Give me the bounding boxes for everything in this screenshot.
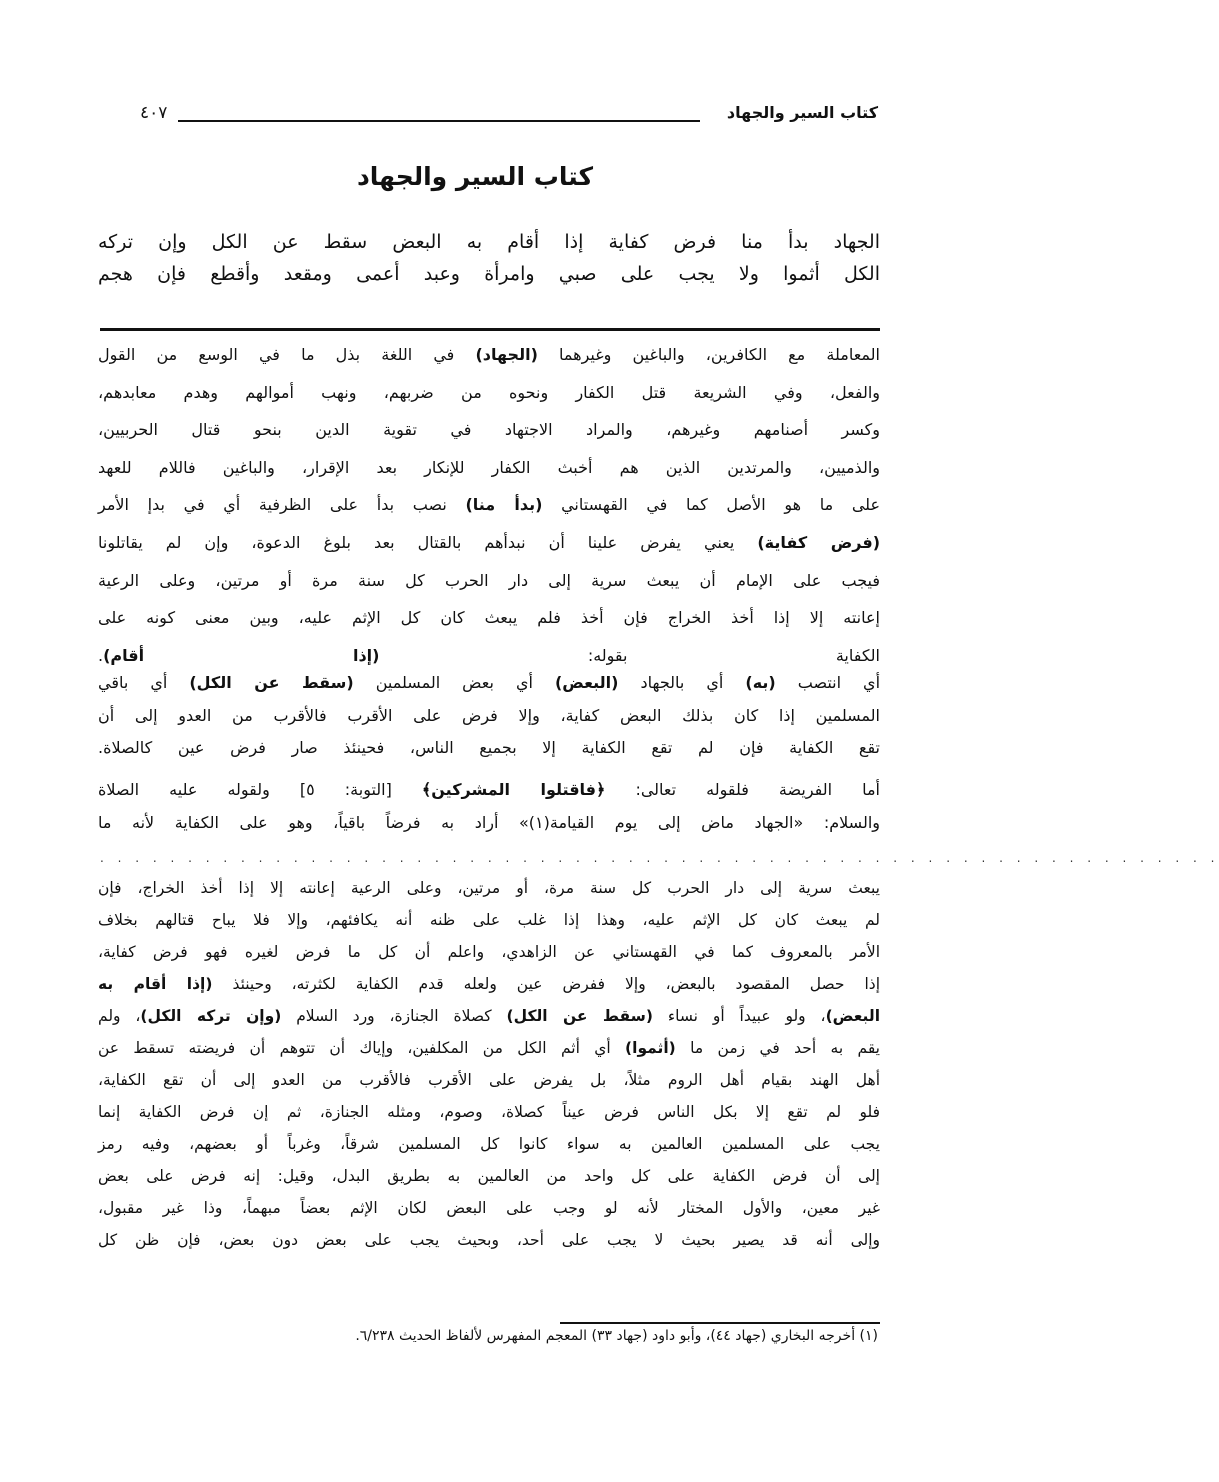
text-run: ، ولو عبيداً أو نساء (652, 1007, 826, 1025)
bold-term: البعض) (825, 1007, 881, 1025)
text-line (98, 968, 880, 1000)
running-title: كتاب السير والجهاد (726, 103, 878, 122)
text-line (98, 1000, 880, 1032)
text-run: فيجب على الإمام أن يبعث سرية إلى دار الحرب كل سنة مرة أو مرتين، وعلى الرعية (98, 570, 880, 590)
text-run: أي بالجهاد (618, 673, 746, 692)
main-text (98, 226, 880, 290)
text-line (98, 1128, 880, 1160)
text-line (98, 258, 880, 290)
text-run: أما الفريضة فلقوله تعالى: (605, 780, 881, 799)
commentary-paragraph-3 (98, 774, 880, 839)
text-run: إذا حصل المقصود بالبعض، وإلا ففرض عين ولعله قدم الكفاية لكثرته، وحينئذ (212, 975, 880, 993)
text-run: يجب على المسلمين العالمين به سواء كانوا كل المسلمين شرقاً، وغرباً أو بعضهم، وفيه رمز (98, 1135, 880, 1153)
text-run: لم يبعث كان كل الإثم عليه، وهذا إذا غلب على ظنه أنه يكافئهم، وإلا فلا يباح قتالهم بخلاف (98, 911, 880, 929)
text-line (98, 1032, 880, 1064)
bold-term: (البعض) (554, 673, 619, 692)
text-run: الجهاد بدأ منا فرض كفاية إذا أقام به البعض سقط عن الكل وإن تركه (98, 231, 880, 253)
text-line (98, 374, 880, 412)
text-run: أي أثم الكل من المكلفين، وإياك أن تتوهم أن فريضته تسقط عن (98, 1039, 626, 1057)
footnote-rule (560, 1322, 880, 1324)
text-run: والفعل، وفي الشريعة قتل الكفار ونحوه من ضربهم، ونهب أموالهم وهدم معابدهم، (98, 382, 880, 402)
text-run: فلو لم تقع إلا بكل الناس فرض عيناً كصلاة، وصوم، ومثله الجنازة، ثم إن فرض الكفاية إنما (98, 1103, 880, 1121)
text-line (98, 700, 880, 733)
bold-term: ﴿فاقتلوا المشركين﴾ (421, 780, 606, 799)
chapter-title: كتاب السير والجهاد (356, 162, 594, 191)
commentary-paragraph-1 (98, 336, 880, 674)
text-run: على ما هو الأصل كما في القهستاني (542, 495, 881, 515)
text-run: نصب بدأ على الظرفية أي في بدإ الأمر (98, 495, 466, 515)
bold-term: (وإن تركه الكل) (140, 1007, 282, 1025)
bold-term: (فرض كفاية) (757, 532, 880, 552)
text-line (98, 599, 880, 637)
text-line (98, 872, 880, 904)
text-line (98, 1064, 880, 1096)
text-line (98, 449, 880, 487)
bold-term: (سقط عن الكل) (506, 1007, 653, 1025)
bold-term: (سقط عن الكل) (189, 673, 354, 692)
text-line (98, 524, 880, 562)
text-line (98, 667, 880, 700)
text-line (98, 904, 880, 936)
text-line (98, 562, 880, 600)
text-line (98, 226, 880, 258)
bold-term: (إذا أقام) (103, 645, 380, 665)
text-line (98, 411, 880, 449)
text-run: أي بعض المسلمين (353, 673, 555, 692)
text-run: في اللغة بذل ما في الوسع من القول (98, 345, 476, 364)
text-run: المعاملة مع الكافرين، والباغين وغيرهما (537, 345, 880, 364)
header-rule (178, 120, 700, 122)
main-text-rule (100, 328, 880, 331)
footnote: (١) أخرجه البخاري (جهاد ٤٤)، وأبو داود (جهاد ٣٣) المعجم المفهرس لألفاظ الحديث ٦/٢٣٨. (355, 1328, 878, 1344)
text-run: يبعث سرية إلى دار الحرب كل سنة مرة، أو مرتين، وعلى الرعية إعانته إلا إذا أخذ الخراج، فإن (98, 879, 880, 897)
text-line (98, 1224, 880, 1256)
text-run: الكفاية بقوله: (379, 645, 880, 665)
commentary-paragraph-2 (98, 667, 880, 765)
text-line (98, 1192, 880, 1224)
text-run: إلى أن فرض الكفاية على كل واحد من العالمين به بطريق البدل، وقيل: إنه فرض على بعض (98, 1167, 880, 1185)
bold-term: (به) (745, 673, 776, 692)
text-line (98, 936, 880, 968)
text-run: والسلام: «الجهاد ماض إلى يوم القيامة(١)» أراد به فرضاً باقياً، وهو على الكفاية لأنه ما (98, 812, 880, 832)
bold-term: (إذا أقام به (98, 975, 213, 993)
text-run: أي انتصب (775, 673, 881, 692)
bold-term: (الجهاد) (475, 345, 538, 364)
text-line (98, 807, 880, 840)
text-line (98, 486, 880, 524)
text-run: إعانته إلا إذا أخذ الخراج فإن أخذ فلم يبعث كان كل الإثم عليه، وبين معنى كونه على (98, 608, 880, 628)
bold-term: (أثموا) (625, 1039, 676, 1057)
text-run: [التوبة: ٥] ولقوله عليه الصلاة (98, 780, 422, 799)
text-line (98, 1160, 880, 1192)
page-number: ٤٠٧ (140, 103, 168, 123)
text-run: غير معين، والأول المختار لأنه لو وجب على البعض لكان الإثم بعضاً مبهماً، وذا غير مقبول، (98, 1199, 880, 1217)
text-run: وإلى أنه قد يصير بحيث لا يجب على أحد، وبحيث يجب على بعض دون بعض، فإن ظن كل (98, 1231, 880, 1249)
text-run: ، ولم (98, 1007, 141, 1025)
text-run: تقع الكفاية فإن لم تقع الكفاية إلا بجميع الناس، فحينئذ صار فرض عين كالصلاة. (98, 738, 880, 757)
text-run: كصلاة الجنازة، ورد السلام (281, 1007, 507, 1025)
text-run: الكل أثموا ولا يجب على صبي وامرأة وعبد أعمى ومقعد وأقطع فإن هجم (98, 263, 880, 285)
text-run: المسلمين إذا كان بذلك البعض كفاية، وإلا فرض على الأقرب فالأقرب من العدو إلى أن (98, 705, 880, 725)
text-run: . (98, 645, 104, 665)
bold-term: (بدأ منا) (465, 495, 543, 515)
text-run: والذميين، والمرتدين الذين هم أخبث الكفار للإنكار بعد الإقرار، والباغين فاللام للعهد (98, 457, 880, 477)
text-run: الأمر بالمعروف كما في القهستاني عن الزاهدي، واعلم أن كل ما فرض لغيره فهو فرض كفاية، (98, 943, 880, 961)
text-run: يعني يفرض علينا أن نبدأهم بالقتال بعد بلوغ الدعوة، وإن لم يقاتلونا (98, 532, 758, 552)
text-line (98, 774, 880, 807)
text-line (98, 732, 880, 765)
text-line (98, 1096, 880, 1128)
text-run: أي باقي (98, 673, 190, 692)
text-run: أهل الهند بقيام أهل الروم مثلاً، بل يفرض على الأقرب فالأقرب من العدو إلى أن تقع الكفاية، (98, 1071, 880, 1089)
text-run: يقم به أحد في زمن ما (675, 1039, 880, 1057)
text-run: وكسر أصنامهم وغيرهم، والمراد الاجتهاد في تقوية الدين بنحو قتال الحربيين، (98, 420, 880, 440)
text-line (98, 336, 880, 374)
dotted-separator: . . . . . . . . . . . . . . . . . . . . . . . . . . . . . . . . . . . . . . . . . . . . . . . . . . . . . . . . . . . . . . . . (100, 851, 1219, 865)
commentary-paragraph-4 (98, 872, 880, 1256)
